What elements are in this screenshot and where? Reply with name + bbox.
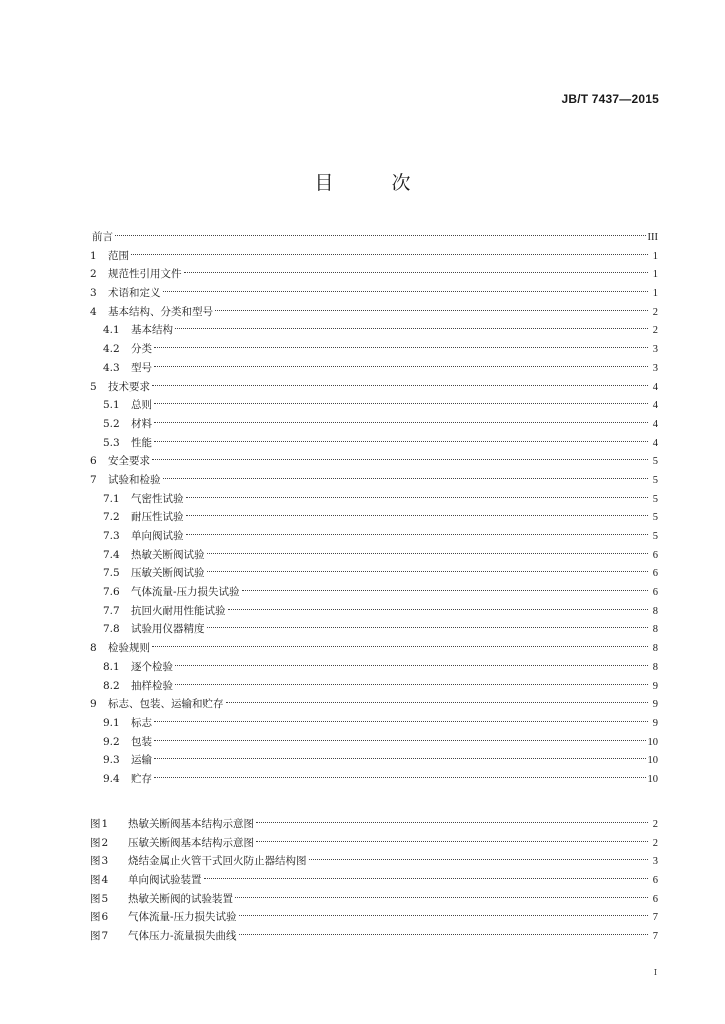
entry-number: 7.7 <box>103 604 120 617</box>
entry-number: 图1 <box>90 818 110 830</box>
entry-number: 8 <box>90 642 97 655</box>
entry-page: 6 <box>652 568 658 580</box>
toc-entry[interactable] <box>90 471 658 490</box>
dot-leader <box>207 627 649 628</box>
entry-number: 7.8 <box>103 623 120 636</box>
entry-label: 抽样检验 <box>131 679 173 692</box>
entry-label: 包装 <box>131 735 152 748</box>
entry-page: 1 <box>652 269 658 281</box>
dot-leader <box>186 534 649 535</box>
dot-leader <box>154 721 648 722</box>
toc-entry[interactable] <box>90 396 658 415</box>
entry-page: 6 <box>652 875 658 887</box>
toc-entry[interactable] <box>90 564 658 583</box>
dot-leader <box>228 609 649 610</box>
toc-entry[interactable] <box>90 871 658 890</box>
entry-number: 4 <box>90 305 97 318</box>
entry-page: 9 <box>652 680 658 692</box>
toc-entry[interactable] <box>90 247 658 266</box>
entry-page: 10 <box>647 773 658 785</box>
page-number: I <box>653 968 657 977</box>
entry-page: 9 <box>652 717 658 729</box>
entry-number: 1 <box>90 249 97 262</box>
entry-label: 分类 <box>131 343 152 356</box>
entry-number: 图2 <box>90 836 110 849</box>
entry-page: 10 <box>647 755 658 767</box>
entry-page: 4 <box>652 400 658 412</box>
entry-page: 6 <box>652 893 658 905</box>
entry-label: 标志、包装、运输和贮存 <box>108 698 224 711</box>
entry-page: 3 <box>652 856 658 868</box>
entry-number: 5.1 <box>103 399 120 412</box>
entry-page: 2 <box>652 819 658 830</box>
entry-label: 运输 <box>131 754 152 767</box>
entry-label: 材料 <box>131 417 152 430</box>
dot-leader <box>154 422 648 423</box>
toc-entry[interactable] <box>90 908 658 927</box>
entry-number: 图7 <box>90 930 110 943</box>
entry-number: 5.2 <box>103 417 120 430</box>
table-of-contents <box>90 228 658 789</box>
toc-entry[interactable] <box>90 340 658 359</box>
toc-entry[interactable] <box>90 583 658 602</box>
toc-entry[interactable] <box>90 508 658 527</box>
entry-page: 5 <box>652 493 658 505</box>
entry-label: 压敏关断阀试验 <box>131 567 205 580</box>
entry-label: 安全要求 <box>108 455 150 468</box>
entry-number: 9.4 <box>103 772 120 785</box>
toc-entry[interactable] <box>90 378 658 397</box>
entry-number: 7.6 <box>103 586 120 599</box>
dot-leader <box>175 665 648 666</box>
entry-page: 6 <box>652 587 658 599</box>
toc-entry[interactable] <box>90 927 658 946</box>
dot-leader <box>154 777 646 778</box>
entry-page: 3 <box>652 344 658 356</box>
entry-number: 7.4 <box>103 548 120 561</box>
dot-leader <box>256 841 648 842</box>
entry-page: 4 <box>652 437 658 449</box>
entry-number: 7.1 <box>103 492 120 505</box>
dot-leader <box>115 235 646 236</box>
dot-leader <box>239 934 648 935</box>
toc-entry[interactable] <box>90 546 658 565</box>
dot-leader <box>215 310 648 311</box>
dot-leader <box>154 740 646 741</box>
dot-leader <box>154 758 646 759</box>
toc-entry[interactable] <box>90 890 658 909</box>
entry-number: 7.2 <box>103 511 120 524</box>
entry-page: 4 <box>652 418 658 430</box>
dot-leader <box>207 571 649 572</box>
dot-leader <box>239 915 648 916</box>
dot-leader <box>207 553 649 554</box>
entry-page: 4 <box>652 381 658 393</box>
entry-number: 9 <box>90 698 97 711</box>
dot-leader <box>204 878 649 879</box>
toc-entry[interactable] <box>90 834 658 853</box>
dot-leader <box>163 478 649 479</box>
dot-leader <box>163 291 649 292</box>
entry-number: 7.3 <box>103 530 120 542</box>
dot-leader <box>154 347 648 348</box>
entry-label: 试验和检验 <box>108 473 161 486</box>
toc-entry[interactable] <box>90 452 658 471</box>
toc-entry[interactable] <box>90 714 658 733</box>
toc-entry[interactable] <box>90 658 658 677</box>
toc-entry[interactable] <box>90 359 658 378</box>
page-title: 目 次 <box>314 172 437 194</box>
dot-leader <box>186 497 649 498</box>
entry-number: 7.5 <box>103 567 120 580</box>
entry-number: 2 <box>90 268 97 281</box>
entry-label: 热敏关断阀试验 <box>131 548 205 561</box>
entry-page: 3 <box>652 362 658 374</box>
entry-number: 图4 <box>90 874 110 887</box>
toc-entry[interactable] <box>90 677 658 696</box>
entry-page: 5 <box>652 512 658 524</box>
entry-number: 4.2 <box>103 343 120 356</box>
entry-label: 抗回火耐用性能试验 <box>131 604 226 617</box>
entry-label: 耐压性试验 <box>131 511 184 524</box>
toc-entry[interactable] <box>90 284 658 303</box>
toc-entry[interactable] <box>90 770 658 789</box>
entry-page: 2 <box>652 306 658 318</box>
entry-label: 逐个检验 <box>131 660 173 673</box>
entry-label: 热敏关断阀的试验装置 <box>128 892 233 905</box>
dot-leader <box>186 515 649 516</box>
toc-entry[interactable] <box>90 695 658 714</box>
dot-leader <box>154 403 648 404</box>
entry-page: 5 <box>652 456 658 468</box>
entry-label: 规范性引用文件 <box>108 268 182 281</box>
dot-leader <box>235 897 648 898</box>
entry-page: 8 <box>652 643 658 655</box>
entry-page: 2 <box>652 325 658 337</box>
entry-number: 5 <box>90 380 97 393</box>
toc-entry[interactable] <box>90 265 658 284</box>
entry-label: 单向阀试验 <box>131 530 184 542</box>
entry-label: 型号 <box>131 361 152 374</box>
entry-label: 单向阀试验装置 <box>128 874 202 887</box>
dot-leader <box>175 684 648 685</box>
toc-entry[interactable] <box>90 815 658 834</box>
entry-label: 压敏关断阀基本结构示意图 <box>128 836 254 849</box>
entry-label: 气体流量-压力损失试验 <box>131 586 240 599</box>
entry-page: 1 <box>652 288 658 300</box>
dot-leader <box>184 272 649 273</box>
entry-page: 5 <box>652 531 658 542</box>
entry-page: 7 <box>652 931 658 943</box>
entry-number: 9.2 <box>103 735 120 748</box>
entry-label: 热敏关断阀基本结构示意图 <box>128 818 254 830</box>
toc-entry[interactable] <box>90 733 658 752</box>
entry-label: 范围 <box>108 249 129 262</box>
entry-page: III <box>647 232 658 243</box>
entry-label: 气体流量-压力损失试验 <box>128 911 237 924</box>
entry-label: 基本结构 <box>131 324 173 337</box>
dot-leader <box>131 254 648 255</box>
toc-entry[interactable] <box>90 321 658 340</box>
entry-number: 图3 <box>90 855 110 868</box>
figure-list <box>90 815 658 946</box>
toc-entry[interactable] <box>90 434 658 453</box>
toc-entry[interactable] <box>90 751 658 770</box>
entry-page: 10 <box>647 736 658 748</box>
entry-number: 7 <box>90 473 97 486</box>
dot-leader <box>256 822 648 823</box>
entry-page: 8 <box>652 624 658 636</box>
entry-label: 烧结金属止火管干式回火防止器结构图 <box>128 855 307 868</box>
entry-number: 8.2 <box>103 679 120 692</box>
entry-label: 气体压力-流量损失曲线 <box>128 930 237 943</box>
toc-entry[interactable] <box>90 490 658 509</box>
entry-label: 试验用仪器精度 <box>131 623 205 636</box>
entry-label: 术语和定义 <box>108 287 161 300</box>
entry-label: 基本结构、分类和型号 <box>108 305 213 318</box>
entry-page: 9 <box>652 699 658 711</box>
entry-number: 图5 <box>90 892 110 905</box>
entry-label: 气密性试验 <box>131 492 184 505</box>
entry-label: 前言 <box>92 231 113 243</box>
dot-leader <box>152 385 648 386</box>
toc-entry[interactable] <box>90 228 658 247</box>
dot-leader <box>152 646 648 647</box>
dot-leader <box>226 702 649 703</box>
entry-page: 1 <box>652 250 658 262</box>
standard-code: JB/T 7437—2015 <box>561 92 659 106</box>
entry-label: 检验规则 <box>108 642 150 655</box>
entry-label: 技术要求 <box>108 380 150 393</box>
toc-entry[interactable] <box>90 303 658 322</box>
entry-page: 7 <box>652 912 658 924</box>
toc-entry[interactable] <box>90 639 658 658</box>
dot-leader <box>154 366 648 367</box>
dot-leader <box>175 328 648 329</box>
dot-leader <box>242 590 648 591</box>
dot-leader <box>154 441 648 442</box>
entry-label: 总则 <box>131 399 152 412</box>
toc-entry[interactable] <box>90 620 658 639</box>
entry-number: 9.3 <box>103 754 120 767</box>
entry-number: 4.1 <box>103 324 120 337</box>
entry-number: 图6 <box>90 911 110 924</box>
toc-entry[interactable] <box>90 527 658 546</box>
entry-label: 标志 <box>131 716 152 729</box>
entry-number: 6 <box>90 455 97 468</box>
dot-leader <box>152 459 648 460</box>
toc-entry[interactable] <box>90 602 658 621</box>
entry-label: 性能 <box>131 436 152 449</box>
entry-page: 8 <box>652 605 658 617</box>
entry-page: 2 <box>652 837 658 849</box>
entry-label: 贮存 <box>131 772 152 785</box>
dot-leader <box>309 859 649 860</box>
entry-page: 8 <box>652 661 658 673</box>
entry-number: 4.3 <box>103 361 120 374</box>
entry-number: 5.3 <box>103 436 120 449</box>
entry-number: 3 <box>90 287 97 300</box>
entry-number: 9.1 <box>103 716 120 729</box>
entry-number: 8.1 <box>103 660 120 673</box>
toc-entry[interactable] <box>90 852 658 871</box>
entry-page: 6 <box>652 549 658 561</box>
entry-page: 5 <box>652 474 658 486</box>
toc-entry[interactable] <box>90 415 658 434</box>
